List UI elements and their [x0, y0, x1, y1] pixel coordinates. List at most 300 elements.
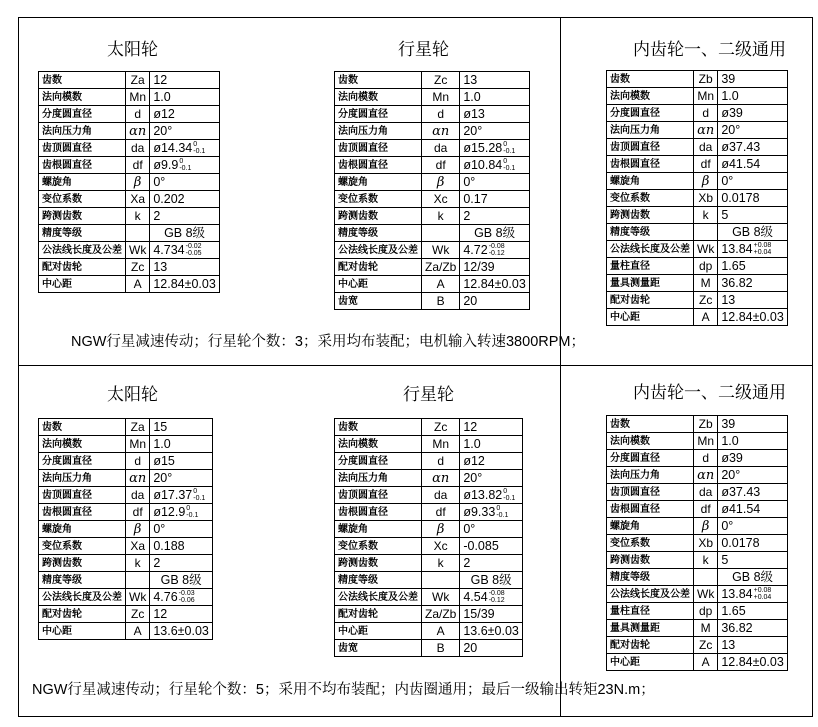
param-value [460, 293, 529, 310]
param-value [460, 259, 529, 276]
param-value [718, 603, 787, 620]
spec-row [607, 71, 788, 88]
spec-row [39, 225, 220, 242]
param-name: 跨测齿数 [39, 555, 126, 572]
tolerance [503, 158, 515, 172]
lower-deviation: -0.06 [178, 597, 195, 605]
tolerance [193, 488, 205, 502]
param-name: 变位系数 [335, 191, 422, 208]
param-symbol: d [126, 453, 150, 470]
param-symbol: da [422, 140, 460, 157]
param-name: 中心距 [39, 623, 126, 640]
param-symbol: k [126, 208, 150, 225]
param-symbol: Za/Zb [422, 259, 460, 276]
lower-deviation: -0.05 [185, 250, 202, 258]
param-symbol: A [422, 623, 460, 640]
param-value [460, 242, 529, 259]
param-name: 齿宽 [335, 640, 422, 657]
param-name: 齿宽 [335, 293, 422, 310]
param-symbol [126, 225, 150, 242]
tolerance [489, 590, 505, 604]
param-name: 螺旋角 [335, 174, 422, 191]
value-text: 36.82 [721, 275, 753, 290]
param-name: 法向压力角 [335, 123, 422, 140]
spec-row [335, 521, 523, 538]
param-name: 分度圆直径 [39, 453, 126, 470]
param-symbol: da [126, 140, 150, 157]
param-value [460, 538, 523, 555]
value-text: 12 [153, 606, 168, 621]
param-name: 跨测齿数 [335, 555, 422, 572]
value-text: 13.84 [721, 586, 753, 601]
param-value [150, 89, 219, 106]
param-value [150, 453, 213, 470]
param-symbol: k [694, 207, 718, 224]
param-name: 跨测齿数 [607, 552, 694, 569]
value-text: 0° [463, 174, 476, 189]
param-symbol: Mn [422, 436, 460, 453]
param-symbol: d [694, 105, 718, 122]
spec-row [39, 555, 213, 572]
value-text: 20° [463, 470, 483, 485]
param-name: 配对齿轮 [335, 259, 422, 276]
param-name: 公法线长度及公差 [607, 241, 694, 258]
value-text: 0.17 [463, 191, 488, 206]
lower-deviation: +0.04 [753, 249, 772, 257]
spec-row [335, 589, 523, 606]
spec-row [607, 241, 788, 258]
param-value [150, 606, 213, 623]
upper-deviation: +0.08 [753, 587, 772, 595]
value-text: 13 [153, 259, 168, 274]
spec-row [335, 72, 530, 89]
param-name: 法向模数 [335, 89, 422, 106]
value-text: ø39 [721, 105, 743, 120]
upper-deviation: 0 [503, 141, 508, 149]
param-symbol: Zc [126, 259, 150, 276]
param-symbol: Zc [126, 606, 150, 623]
tolerance [186, 505, 198, 519]
param-name: 配对齿轮 [335, 606, 422, 623]
param-symbol: β [422, 521, 460, 538]
param-symbol [422, 572, 460, 589]
lower-deviation: -0.1 [186, 512, 199, 520]
param-value [460, 191, 529, 208]
param-value [718, 433, 787, 450]
param-value [718, 105, 787, 122]
value-text: 36.82 [721, 620, 753, 635]
tolerance [489, 243, 505, 257]
param-value [150, 140, 219, 157]
stage2-sun-spec-table [38, 418, 213, 640]
spec-row [335, 242, 530, 259]
spec-row [39, 487, 213, 504]
param-value [150, 504, 213, 521]
param-value [718, 258, 787, 275]
lower-deviation: -0.1 [503, 165, 516, 173]
spec-row [607, 569, 788, 586]
param-symbol: A [694, 654, 718, 671]
param-name: 法向压力角 [39, 123, 126, 140]
spec-row [607, 207, 788, 224]
spec-row [335, 259, 530, 276]
param-value [718, 450, 787, 467]
param-value [460, 521, 523, 538]
param-value [718, 586, 787, 603]
param-symbol: df [694, 156, 718, 173]
value-text: 13.84 [721, 241, 753, 256]
param-value [460, 157, 529, 174]
param-value [460, 572, 523, 589]
param-value [460, 640, 523, 657]
param-symbol: da [126, 487, 150, 504]
param-value [150, 555, 213, 572]
value-text: 13 [721, 637, 736, 652]
value-text: 13 [721, 292, 736, 307]
param-value [150, 174, 219, 191]
lower-deviation: -0.12 [488, 250, 505, 258]
param-name: 法向模数 [607, 433, 694, 450]
param-symbol: Mn [126, 436, 150, 453]
param-name: 分度圆直径 [39, 106, 126, 123]
param-symbol: Xc [422, 191, 460, 208]
value-text: ø37.43 [721, 139, 761, 154]
spec-row [607, 88, 788, 105]
stage2-ring-title: 内齿轮一、二级通用 [633, 383, 786, 403]
param-symbol: da [422, 487, 460, 504]
value-text: GB 8级 [732, 224, 774, 239]
param-name: 分度圆直径 [335, 106, 422, 123]
tolerance [179, 590, 195, 604]
tolerance [179, 158, 191, 172]
param-value [460, 276, 529, 293]
spec-row [335, 89, 530, 106]
param-name: 齿数 [607, 416, 694, 433]
param-name: 齿顶圆直径 [335, 487, 422, 504]
param-value [718, 88, 787, 105]
param-value [718, 173, 787, 190]
param-name: 齿数 [39, 72, 126, 89]
value-text: GB 8级 [732, 569, 774, 584]
param-value [150, 191, 219, 208]
param-value [460, 606, 523, 623]
upper-deviation: 0 [179, 158, 184, 166]
param-value [718, 654, 787, 671]
spec-row [39, 538, 213, 555]
param-value [460, 453, 523, 470]
param-value [150, 623, 213, 640]
param-value [718, 292, 787, 309]
spec-row [335, 123, 530, 140]
value-text: 4.54 [463, 589, 488, 604]
stage1-planet-spec-table [334, 71, 530, 310]
param-value [150, 72, 219, 89]
param-name: 齿数 [39, 419, 126, 436]
spec-row [39, 453, 213, 470]
lower-deviation: -0.1 [193, 148, 206, 156]
tolerance [503, 141, 515, 155]
param-symbol: β [422, 174, 460, 191]
spec-row [607, 190, 788, 207]
lower-deviation: -0.1 [179, 165, 192, 173]
stage2-planet-spec-table [334, 418, 523, 657]
value-text: 4.72 [463, 242, 488, 257]
param-symbol: αn [126, 470, 150, 487]
spec-row [607, 603, 788, 620]
tolerance [193, 141, 205, 155]
stage2-ring-spec-table [606, 415, 788, 671]
upper-deviation: +0.08 [753, 242, 772, 250]
upper-deviation: 0 [193, 488, 198, 496]
value-text: 2 [463, 555, 471, 570]
stage1-sun-title: 太阳轮 [107, 40, 158, 60]
param-name: 变位系数 [607, 535, 694, 552]
value-text: 0° [153, 521, 166, 536]
param-name: 分度圆直径 [335, 453, 422, 470]
param-symbol [126, 572, 150, 589]
param-symbol: dp [694, 603, 718, 620]
spec-row [335, 436, 523, 453]
param-name: 法向模数 [39, 436, 126, 453]
param-symbol: k [422, 208, 460, 225]
param-value [718, 275, 787, 292]
param-symbol: αn [422, 123, 460, 140]
value-text: -0.085 [463, 538, 499, 553]
param-name: 变位系数 [335, 538, 422, 555]
value-text: 5 [721, 207, 729, 222]
param-name: 配对齿轮 [607, 637, 694, 654]
param-value [150, 276, 219, 293]
spec-row [607, 586, 788, 603]
value-text: ø15 [153, 453, 175, 468]
param-name: 齿根圆直径 [607, 501, 694, 518]
param-name: 法向压力角 [335, 470, 422, 487]
param-value [718, 71, 787, 88]
value-text: 12.84±0.03 [463, 276, 526, 291]
value-text: ø12 [463, 453, 485, 468]
param-value [150, 589, 213, 606]
spec-row [39, 521, 213, 538]
param-name: 齿顶圆直径 [607, 484, 694, 501]
value-text: 12.84±0.03 [153, 276, 216, 291]
value-text: 0.0178 [721, 190, 760, 205]
spec-row [39, 106, 220, 123]
param-value [460, 89, 529, 106]
param-symbol: β [694, 173, 718, 190]
param-name: 跨测齿数 [607, 207, 694, 224]
spec-row [607, 620, 788, 637]
spec-row [335, 225, 530, 242]
param-name: 中心距 [607, 309, 694, 326]
param-symbol: Xa [126, 538, 150, 555]
spec-row [607, 518, 788, 535]
spec-row [39, 89, 220, 106]
spec-row [607, 433, 788, 450]
spec-row [607, 156, 788, 173]
value-text: 0° [153, 174, 166, 189]
value-text: 0° [721, 173, 734, 188]
param-symbol: d [422, 106, 460, 123]
param-symbol: A [126, 276, 150, 293]
spec-row [335, 470, 523, 487]
param-name: 齿根圆直径 [39, 157, 126, 174]
param-value [150, 259, 219, 276]
param-name: 螺旋角 [39, 521, 126, 538]
param-symbol: Xc [422, 538, 460, 555]
spec-row [607, 637, 788, 654]
param-symbol: df [422, 504, 460, 521]
spec-row [335, 191, 530, 208]
spec-row [39, 259, 220, 276]
value-text: 20° [463, 123, 483, 138]
lower-deviation: -0.1 [193, 495, 206, 503]
param-value [718, 501, 787, 518]
param-symbol: M [694, 620, 718, 637]
param-symbol: Zc [694, 292, 718, 309]
spec-row [39, 436, 213, 453]
spec-row [39, 606, 213, 623]
param-name: 变位系数 [39, 538, 126, 555]
param-symbol: Wk [422, 589, 460, 606]
upper-deviation: -0.03 [178, 590, 195, 598]
tolerance [496, 505, 508, 519]
param-name: 公法线长度及公差 [39, 242, 126, 259]
value-text: 0° [721, 518, 734, 533]
param-name: 齿根圆直径 [335, 157, 422, 174]
param-name: 齿顶圆直径 [607, 139, 694, 156]
param-symbol: Wk [126, 589, 150, 606]
value-text: ø41.54 [721, 156, 761, 171]
param-symbol: Mn [694, 433, 718, 450]
param-name: 公法线长度及公差 [607, 586, 694, 603]
param-symbol: df [694, 501, 718, 518]
value-text: 2 [153, 555, 161, 570]
param-symbol [694, 569, 718, 586]
spec-row [607, 416, 788, 433]
spec-row [39, 140, 220, 157]
spec-row [607, 450, 788, 467]
value-text: ø13 [463, 106, 485, 121]
spec-row [607, 275, 788, 292]
param-value [150, 419, 213, 436]
value-text: 15 [153, 419, 168, 434]
spec-row [335, 555, 523, 572]
param-symbol: d [422, 453, 460, 470]
param-name: 法向模数 [607, 88, 694, 105]
param-symbol: Mn [694, 88, 718, 105]
param-value [718, 190, 787, 207]
param-name: 齿顶圆直径 [335, 140, 422, 157]
param-value [460, 555, 523, 572]
lower-deviation: +0.04 [753, 594, 772, 602]
param-value [150, 208, 219, 225]
value-text: 1.0 [721, 433, 739, 448]
tolerance [186, 243, 202, 257]
tolerance [754, 242, 772, 256]
param-name: 精度等级 [335, 225, 422, 242]
value-text: 4.734 [153, 242, 185, 257]
value-text: ø15.28 [463, 140, 503, 155]
value-text: 39 [721, 71, 736, 86]
value-text: 15/39 [463, 606, 495, 621]
value-text: GB 8级 [474, 225, 516, 240]
stage1-ring-title: 内齿轮一、二级通用 [633, 40, 786, 60]
tolerance [503, 488, 515, 502]
param-symbol: A [422, 276, 460, 293]
param-value [718, 620, 787, 637]
param-value [150, 436, 213, 453]
param-symbol: A [126, 623, 150, 640]
param-value [150, 487, 213, 504]
spec-row [39, 572, 213, 589]
param-name: 螺旋角 [607, 518, 694, 535]
param-name: 精度等级 [39, 572, 126, 589]
param-value [718, 535, 787, 552]
param-value [150, 242, 219, 259]
spec-row [607, 139, 788, 156]
value-text: ø12 [153, 106, 175, 121]
param-value [718, 569, 787, 586]
spec-row [335, 208, 530, 225]
param-name: 中心距 [335, 276, 422, 293]
param-symbol: B [422, 293, 460, 310]
param-value [718, 224, 787, 241]
param-value [150, 538, 213, 555]
spec-row [335, 606, 523, 623]
spec-row [335, 453, 523, 470]
param-symbol: df [422, 157, 460, 174]
param-symbol: M [694, 275, 718, 292]
param-value [460, 123, 529, 140]
value-text: ø10.84 [463, 157, 503, 172]
param-symbol: Xb [694, 535, 718, 552]
param-name: 公法线长度及公差 [39, 589, 126, 606]
param-value [150, 521, 213, 538]
upper-deviation: 0 [503, 158, 508, 166]
param-value [460, 174, 529, 191]
param-name: 螺旋角 [335, 521, 422, 538]
param-value [150, 572, 213, 589]
value-text: 1.65 [721, 258, 746, 273]
param-symbol: Wk [126, 242, 150, 259]
param-value [460, 470, 523, 487]
spec-row [39, 276, 220, 293]
value-text: 2 [153, 208, 161, 223]
spec-row [39, 589, 213, 606]
param-value [460, 225, 529, 242]
param-value [150, 157, 219, 174]
param-value [718, 552, 787, 569]
spec-row [335, 419, 523, 436]
param-value [718, 309, 787, 326]
param-symbol: k [422, 555, 460, 572]
param-name: 量柱直径 [607, 603, 694, 620]
value-text: 1.65 [721, 603, 746, 618]
param-name: 齿数 [607, 71, 694, 88]
value-text: 1.0 [463, 436, 481, 451]
param-value [460, 504, 523, 521]
param-name: 公法线长度及公差 [335, 589, 422, 606]
param-name: 跨测齿数 [335, 208, 422, 225]
upper-deviation: -0.02 [185, 243, 202, 251]
param-value [460, 589, 523, 606]
param-value [718, 416, 787, 433]
param-name: 配对齿轮 [607, 292, 694, 309]
param-name: 法向模数 [39, 89, 126, 106]
param-symbol: Xa [126, 191, 150, 208]
param-symbol: αn [694, 467, 718, 484]
param-name: 精度等级 [607, 569, 694, 586]
